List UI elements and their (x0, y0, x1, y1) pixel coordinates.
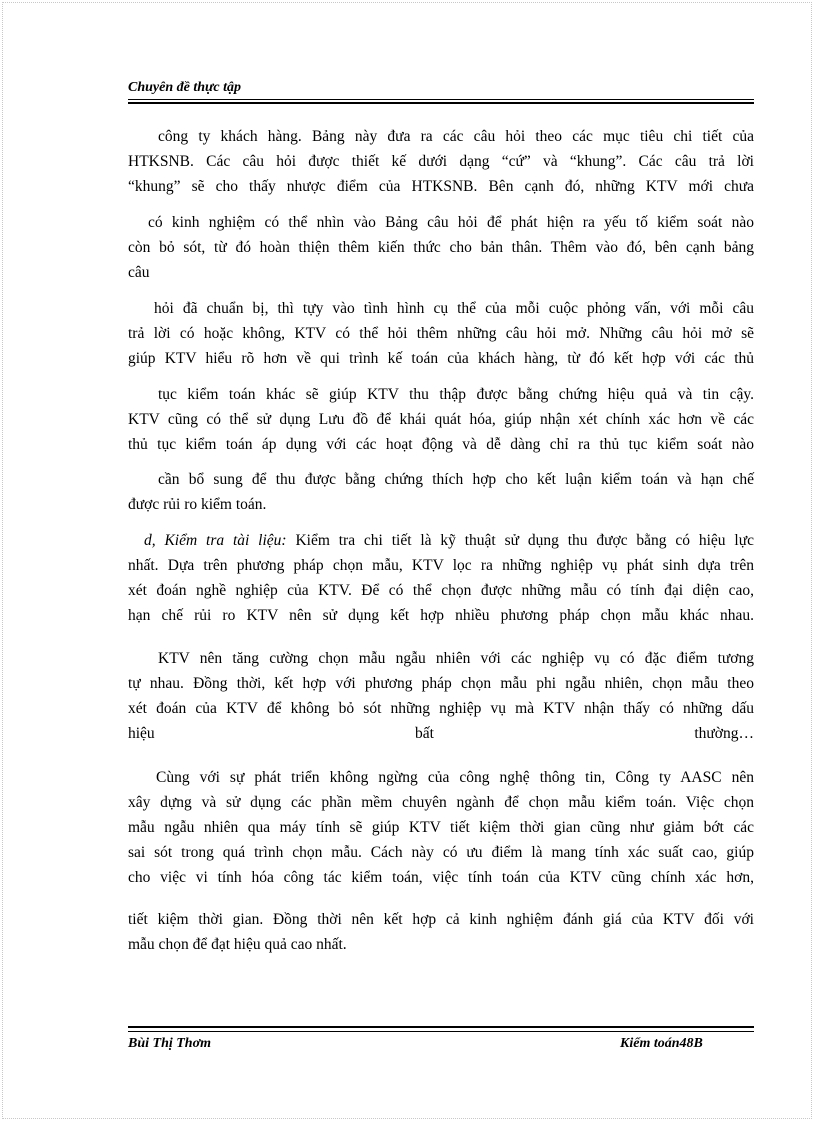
text-line: KTV cũng có thể sử dụng Lưu đồ để khái quát hóa, giúp nhận xét chính xác hơn về các (128, 411, 754, 428)
paragraph-9 (128, 907, 754, 957)
text-line: tục kiểm toán khác sẽ giúp KTV thu thập được bằng chứng hiệu quả và tin cậy. (158, 386, 754, 403)
text-line: hiệu bất thường… (128, 725, 754, 742)
text-line: mẫu chọn để đạt hiệu quả cao nhất. (128, 936, 347, 953)
paragraph-7 (128, 646, 754, 746)
text-line (128, 528, 754, 553)
footer-rule-thin (128, 1031, 754, 1032)
text-segment: Kiểm tra chi tiết là kỹ thuật sử dụng thu được bằng có hiệu lực (286, 532, 754, 549)
text-line: giúp KTV hiểu rõ hơn về qui trình kế toán của khách hàng, từ đó kết hợp với các thủ (128, 350, 754, 367)
text-line: Cùng với sự phát triển không ngừng của công nghệ thông tin, Công ty AASC nên (156, 769, 754, 786)
text-line: có kinh nghiệm có thể nhìn vào Bảng câu hỏi để phát hiện ra yếu tố kiểm soát nào (148, 214, 754, 231)
header-rule-thick (128, 102, 754, 104)
text-line: công ty khách hàng. Bảng này đưa ra các câu hỏi theo các mục tiêu chi tiết của (158, 128, 754, 145)
text-line: sai sót trong quá trình chọn mẫu. Cách này có ưu điểm là mang tính xác suất cao, giúp (128, 844, 754, 861)
paragraph-4 (128, 382, 754, 457)
footer-author: Bùi Thị Thơm (128, 1036, 211, 1051)
text-line: thủ tục kiểm toán áp dụng với các hoạt động và dễ dàng chỉ ra thủ tục kiểm soát nào (128, 436, 754, 453)
paragraph-5 (128, 467, 754, 517)
paragraph-1 (128, 124, 754, 199)
text-line: HTKSNB. Các câu hỏi được thiết kế dưới dạng “cứ” và “khung”. Các câu trả lời (128, 153, 754, 170)
paragraph-2 (128, 210, 754, 285)
text-line: hỏi đã chuẩn bị, thì tựy vào tình hình cụ thể của mỗi cuộc phỏng vấn, với mỗi câu (154, 300, 754, 317)
paragraph-8 (128, 765, 754, 890)
text-line: mẫu ngẫu nhiên qua máy tính sẽ giúp KTV tiết kiệm thời gian cũng như giảm bớt các (128, 819, 754, 836)
text-line: nhất. Dựa trên phương pháp chọn mẫu, KTV lọc ra những nghiệp vụ phát sinh dựa trên (128, 557, 754, 574)
text-line: cho việc vi tính hóa công tác kiểm toán, việc tính toán của KTV cũng chính xác hơn, (128, 869, 754, 886)
text-line: câu (128, 264, 150, 281)
text-line: còn bỏ sót, từ đó hoàn thiện thêm kiến thức cho bản thân. Thêm vào đó, bên cạnh bảng (128, 239, 754, 256)
text-line: xét đoán nghề nghiệp của KTV. Để có thể chọn được những mẫu có tính đại diện cao, (128, 582, 754, 599)
text-line: cần bổ sung để thu được bằng chứng thích hợp cho kết luận kiểm toán và hạn chế (158, 471, 754, 488)
text-line: xây dựng và sử dụng các phần mềm chuyên ngành để chọn mẫu kiểm toán. Việc chọn (128, 794, 754, 811)
text-line: KTV nên tăng cường chọn mẫu ngẫu nhiên với các nghiệp vụ có đặc điểm tương (158, 650, 754, 667)
section-label: d, Kiểm tra tài liệu: (144, 532, 287, 549)
text-line: xét đoán của KTV để không bỏ sót những nghiệp vụ mà KTV nhận thấy có những dấu (128, 700, 754, 717)
text-line: tự nhau. Đồng thời, kết hợp với phương pháp chọn mẫu phi ngẫu nhiên, chọn mẫu theo (128, 675, 754, 692)
text-line: “khung” sẽ cho thấy nhược điểm của HTKSNB. Bên cạnh đó, những KTV mới chưa (128, 178, 754, 195)
text-line: trả lời có hoặc không, KTV có thể hỏi thêm những câu hỏi mở. Những câu hỏi mở sẽ (128, 325, 754, 342)
paragraph-6 (128, 528, 754, 628)
text-line: hạn chế rủi ro KTV nên sử dụng kết hợp nhiều phương pháp chọn mẫu khác nhau. (128, 607, 754, 624)
header-rule-thin (128, 99, 754, 100)
footer-rule-thick (128, 1026, 754, 1028)
header-title: Chuyên đề thực tập (128, 80, 242, 95)
text-line: được rủi ro kiểm toán. (128, 496, 267, 513)
paragraph-3 (128, 296, 754, 371)
footer-class: Kiểm toán48B (620, 1036, 703, 1051)
text-line: tiết kiệm thời gian. Đồng thời nên kết hợp cả kinh nghiệm đánh giá của KTV đối với (128, 911, 754, 928)
